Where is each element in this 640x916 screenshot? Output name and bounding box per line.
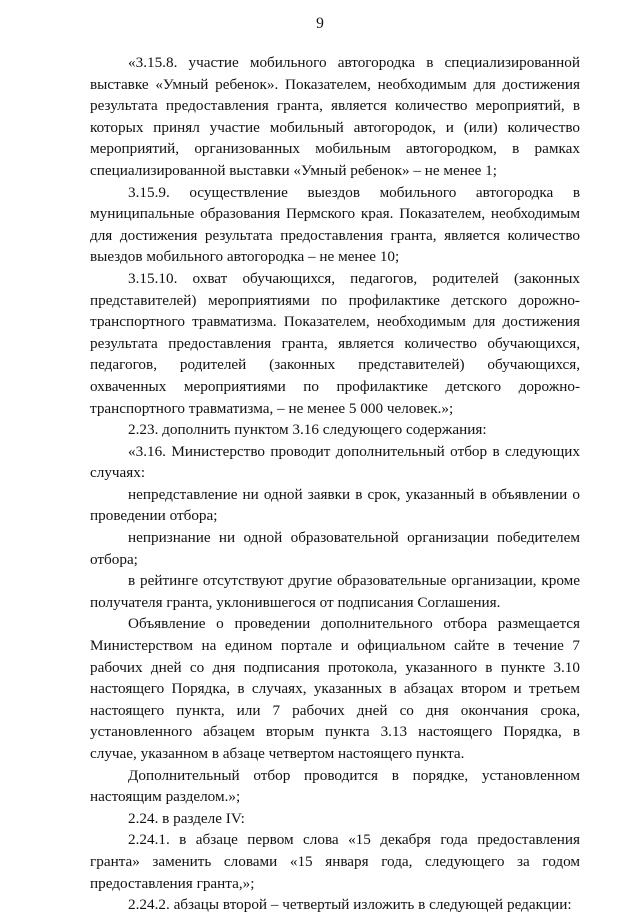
paragraph-2-23: 2.23. дополнить пунктом 3.16 следующего содержания: [128, 421, 487, 439]
page-number: 9 [316, 15, 324, 32]
paragraph-case-no-applications: непредставление ни одной заявки в срок, указанный в объявлении о проведении отбора; [90, 485, 580, 525]
paragraph-case-rating: в рейтинге отсутствуют другие образовательные организации, кроме получателя гранта, уклонившегося от подписания Соглашения. [90, 572, 580, 611]
paragraph-2-24-2: 2.24.2. абзацы второй – четвертый изложить в следующей редакции: [128, 896, 572, 914]
paragraph-3-15-10: 3.15.10. охват обучающихся, педагогов, родителей (законных представителей) мероприятиями по профилактике детского дорожно-транспортного травматизма. Показателем, необходимым для достижения результата предоставления гранта, является количество обучающихся, педагогов, родителей (законных представителей) обучающихся, охваченных мероприятиями по профилактике детского дорожно-транспортного травматизма, – не менее 5 000 человек.»; [90, 269, 580, 417]
paragraph-additional-selection: Дополнительный отбор проводится в порядке, установленном настоящим разделом.»; [90, 766, 580, 806]
paragraph-case-no-winner: непризнание ни одной образовательной организации победителем отбора; [90, 529, 580, 568]
paragraph-3-15-9: 3.15.9. осуществление выездов мобильного автогородка в муниципальные образования Пермского края. Показателем, необходимым для достижения результата предоставления гранта, является количество выездов мобильного автогородка – не менее 10; [90, 183, 580, 266]
paragraph-3-16: «3.16. Министерство проводит дополнительный отбор в следующих случаях: [90, 442, 580, 482]
paragraph-2-24-1: 2.24.1. в абзаце первом слова «15 декабря года предоставления гранта» заменить словами «15 января года, следующего за годом предоставления гранта,»; [90, 831, 580, 892]
document-body [90, 52, 580, 916]
paragraph-3-15-8: «3.15.8. участие мобильного автогородка в специализированной выставке «Умный ребенок». Показателем, необходимым для достижения результата предоставления гранта, является количество мероприятий, в которых принял участие мобильный автогородок, и (или) количество мероприятий, организованных мобильным автогородком, в рамках специализированной выставки «Умный ребенок» – не менее 1; [90, 54, 580, 179]
paragraph-announcement: Объявление о проведении дополнительного отбора размещается Министерством на едином портале и официальном сайте в течение 7 рабочих дней со дня подписания протокола, указанного в пункте 3.10 настоящего Порядка, в случаях, указанных в абзацах втором и третьем настоящего пункта, или 7 рабочих дней со дня окончания срока, установленного абзацем вторым пункта 3.13 настоящего Порядка, в случае, указанном в абзаце четвертом настоящего пункта. [90, 615, 580, 762]
paragraph-2-24: 2.24. в разделе IV: [128, 809, 245, 827]
